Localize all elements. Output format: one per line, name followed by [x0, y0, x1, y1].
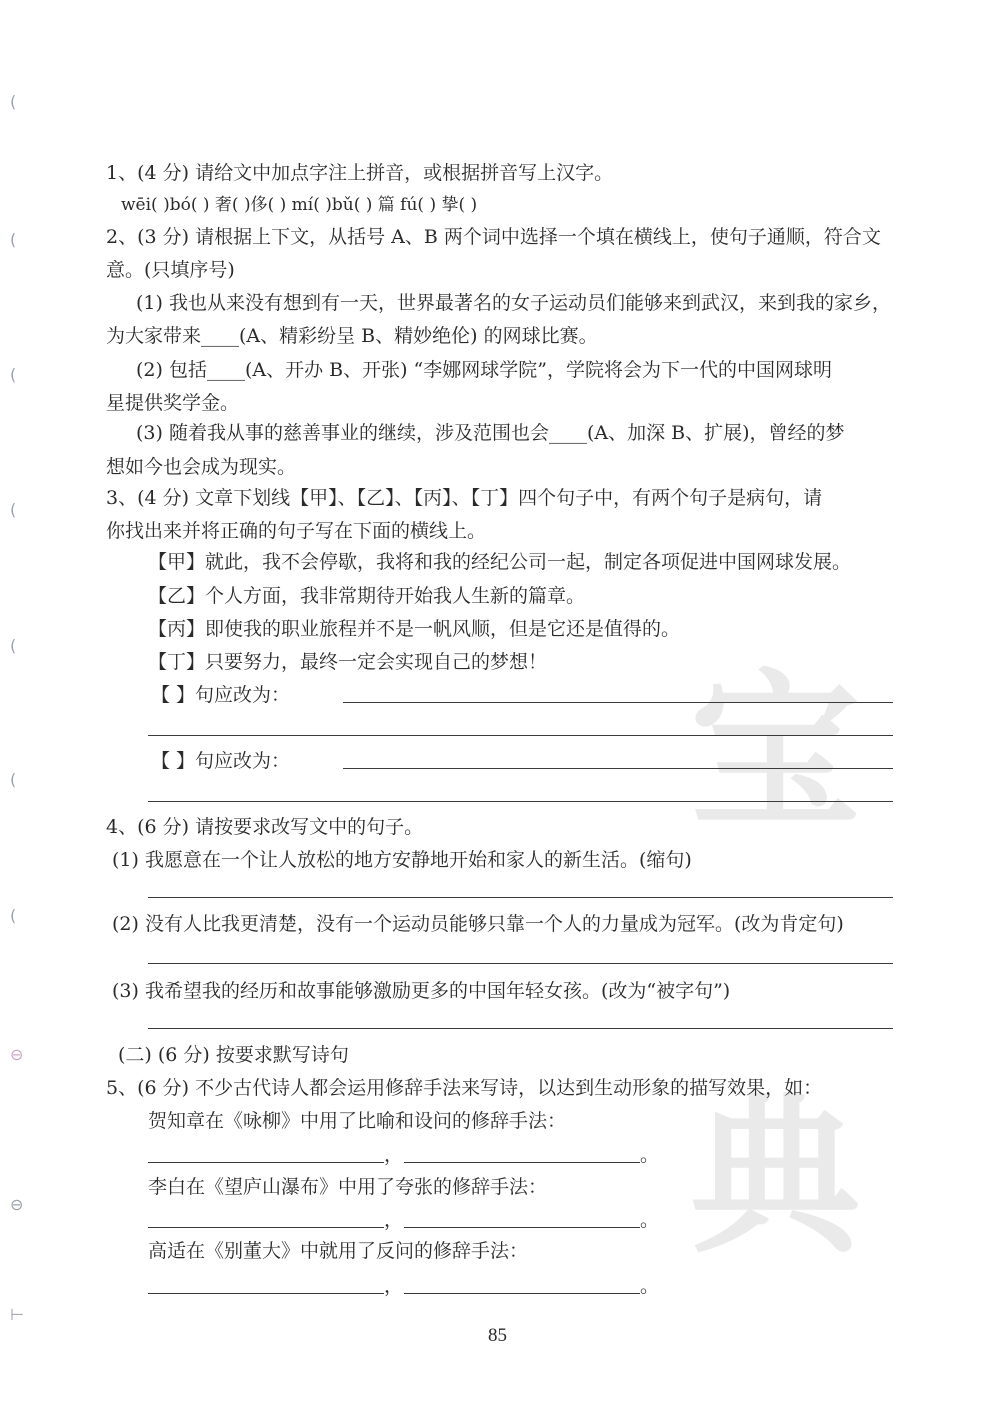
q5-period: 。: [640, 1209, 660, 1231]
q3-sentence-jia: 【甲】就此，我不会停歇，我将和我的经纪公司一起，制定各项促进中国网球发展。: [148, 551, 852, 573]
q3-answer2-line-a[interactable]: [343, 768, 893, 769]
binding-hole-mark: (: [10, 770, 17, 789]
q3-answer1-label: 【 】句应改为：: [151, 684, 291, 706]
q3-sentence-yi: 【乙】个人方面，我非常期待开始我人生新的篇章。: [148, 585, 586, 607]
q4-sentence2: (2) 没有人比我更清楚，没有一个运动员能够只靠一个人的力量成为冠军。(改为肯定句): [112, 913, 844, 935]
q5-comma: ，: [384, 1209, 404, 1231]
q2-sentence3-line2: 想如今也会成为现实。: [106, 456, 297, 478]
q5-yongliu-blank-1[interactable]: [148, 1162, 384, 1163]
q2-title-line2: 意。(只填序号): [106, 259, 235, 281]
q4-answer1-line[interactable]: [148, 897, 893, 898]
q3-sentence-bing: 【丙】即使我的职业旅程并不是一帆风顺，但是它还是值得的。: [148, 618, 681, 640]
q4-title: 4、(6 分) 请按要求改写文中的句子。: [106, 816, 424, 838]
q3-answer1-line-b[interactable]: [148, 735, 893, 736]
q4-sentence1: (1) 我愿意在一个让人放松的地方安静地开始和家人的新生活。(缩句): [112, 849, 692, 871]
q3-answer2-line-b[interactable]: [148, 801, 893, 802]
q5-title: 5、(6 分) 不少古代诗人都会运用修辞手法来写诗，以达到生动形象的描写效果，如：: [106, 1077, 823, 1099]
q2-sentence2-line2: 星提供奖学金。: [106, 392, 240, 414]
binding-hole-mark: (: [10, 500, 17, 519]
q2-sentence3-line1: (3) 随着我从事的慈善事业的继续，涉及范围也会____(A、加深 B、扩展)，曾经的梦: [136, 422, 845, 444]
q2-sentence1-line1: (1) 我也从来没有想到有一天，世界最著名的女子运动员们能够来到武汉，来到我的家乡，: [136, 292, 891, 314]
binding-hole-mark: (: [10, 636, 17, 655]
binding-hole-mark: ⊖: [10, 1195, 24, 1214]
q5-comma: ，: [384, 1275, 404, 1297]
q3-title-line2: 你找出来并将正确的句子写在下面的横线上。: [106, 520, 487, 542]
q5-biedongda-blank-1[interactable]: [148, 1293, 384, 1294]
q4-answer3-line[interactable]: [148, 1028, 893, 1029]
binding-hole-mark: (: [10, 365, 17, 384]
q5-yongliu-blank-2[interactable]: [404, 1162, 640, 1163]
binding-hole-mark: ⊢: [10, 1305, 24, 1324]
q4-sentence3: (3) 我希望我的经历和故事能够激励更多的中国年轻女孩。(改为“被字句”): [112, 980, 731, 1002]
q5-prompt-yongliu: 贺知章在《咏柳》中用了比喻和设问的修辞手法：: [148, 1110, 567, 1132]
q3-title-line1: 3、(4 分) 文章下划线【甲】、【乙】、【丙】、【丁】四个句子中，有两个句子是病句，请: [106, 487, 823, 509]
q2-sentence1-line2: 为大家带来____(A、精彩纷呈 B、精妙绝伦) 的网球比赛。: [106, 325, 598, 347]
q5-pubu-blank-2[interactable]: [404, 1227, 640, 1228]
q5-pubu-blank-1[interactable]: [148, 1227, 384, 1228]
q2-sentence2-line1: (2) 包括____(A、开办 B、开张) “李娜网球学院”，学院将会为下一代的中国网球明: [136, 359, 832, 381]
binding-hole-mark: ⊖: [10, 1045, 24, 1064]
q5-comma: ，: [384, 1144, 404, 1166]
section2-title: (二) (6 分) 按要求默写诗句: [118, 1044, 349, 1066]
watermark-char-dian: 典: [690, 1079, 861, 1277]
q5-period: 。: [640, 1275, 660, 1297]
q3-answer1-line-a[interactable]: [343, 702, 893, 703]
q1-pinyin-items: wēi( )bó( ) 奢( )侈( ) mí( )bǔ( ) 篇 fú( ) 挚( ): [121, 195, 478, 215]
binding-hole-mark: (: [10, 906, 17, 925]
q5-prompt-biedongda: 高适在《别董大》中就用了反问的修辞手法：: [148, 1240, 529, 1262]
q5-period: 。: [640, 1144, 660, 1166]
q2-title-line1: 2、(3 分) 请根据上下文，从括号 A、B 两个词中选择一个填在横线上，使句子通顺，符合文: [106, 226, 881, 248]
q3-answer2-label: 【 】句应改为：: [151, 750, 291, 772]
q1-title: 1、(4 分) 请给文中加点字注上拼音，或根据拼音写上汉字。: [106, 162, 614, 184]
q5-prompt-pubu: 李白在《望庐山瀑布》中用了夸张的修辞手法：: [148, 1176, 548, 1198]
q5-biedongda-blank-2[interactable]: [404, 1293, 640, 1294]
page-number: 85: [488, 1325, 507, 1346]
binding-hole-mark: (: [10, 92, 17, 111]
watermark-char-bao: 宝: [690, 654, 861, 852]
q3-sentence-ding: 【丁】只要努力，最终一定会实现自己的梦想！: [148, 651, 548, 673]
q4-answer2-line[interactable]: [148, 963, 893, 964]
binding-hole-mark: (: [10, 230, 17, 249]
